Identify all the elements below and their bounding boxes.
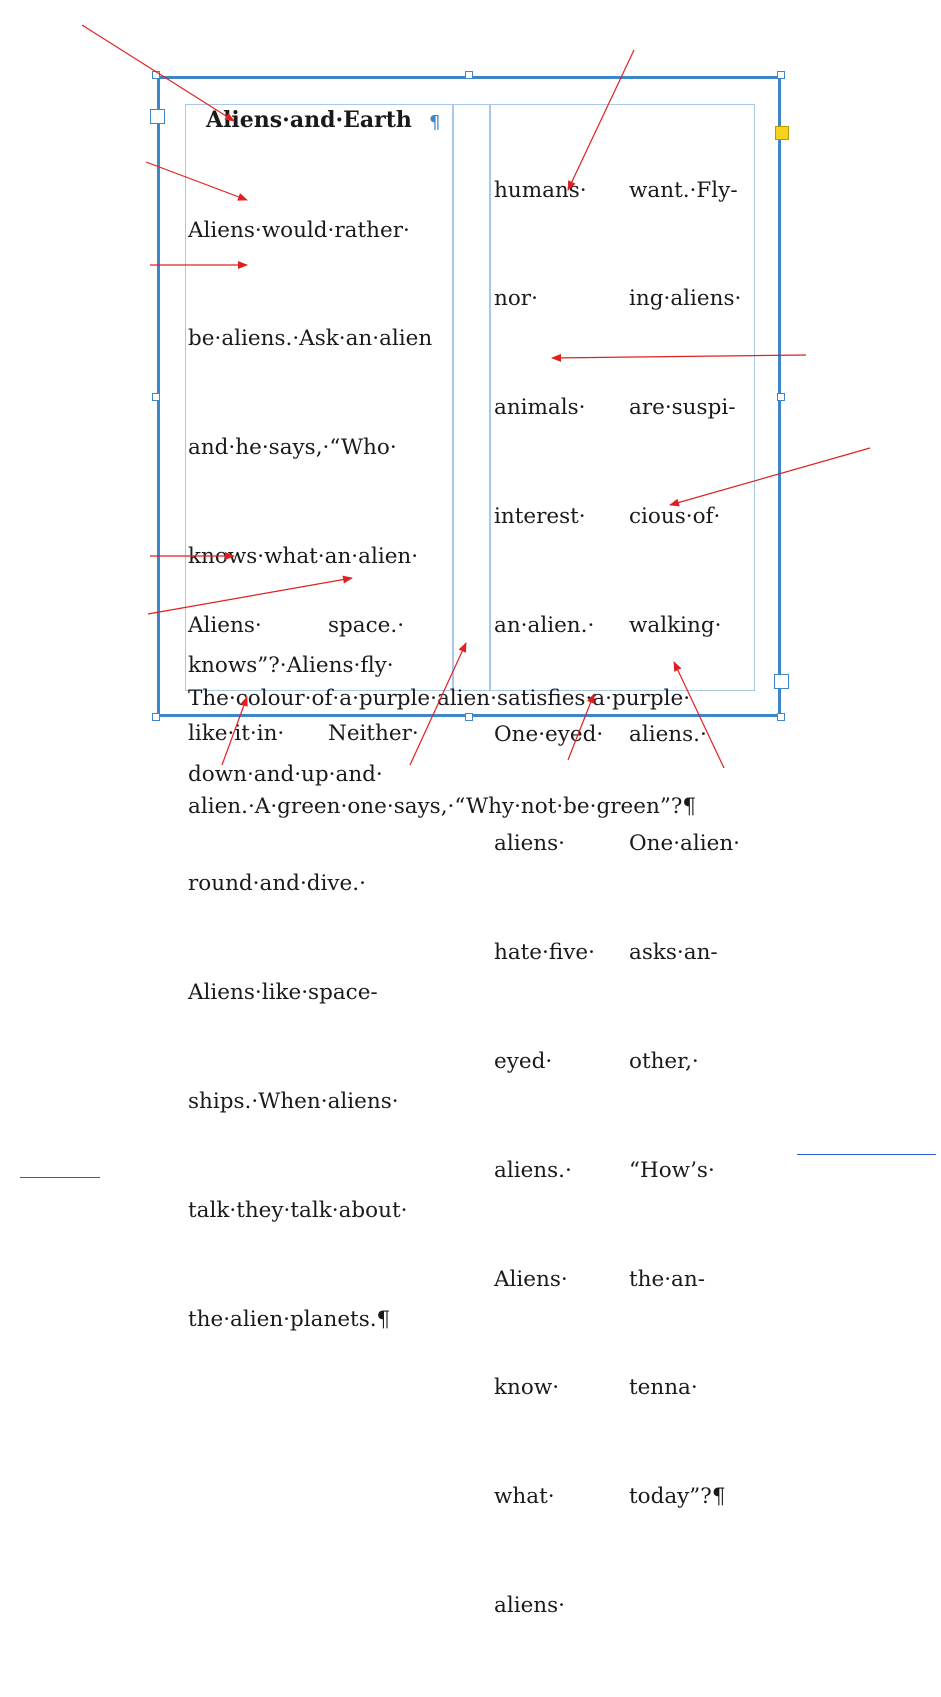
callout-arrow bbox=[568, 694, 594, 760]
text-line: aliens· bbox=[494, 1593, 566, 1619]
heading-aliens-and-earth: Aliens·and·Earth bbox=[206, 107, 412, 133]
text-line: an·alien.· bbox=[494, 613, 595, 639]
text-line: hate·five· bbox=[494, 939, 595, 965]
text-line: One·eyed· bbox=[494, 722, 604, 748]
text-line: ing·aliens· bbox=[629, 286, 742, 312]
text-line: alien.·A·green·one·says,·“Why·not·be·green”?¶ bbox=[188, 794, 697, 820]
text-line: ships.·When·aliens· bbox=[188, 1088, 399, 1114]
text-line: and·he·says,·“Who· bbox=[188, 435, 397, 461]
text-line: the·an- bbox=[629, 1266, 705, 1292]
text-line: space.· bbox=[328, 612, 405, 638]
text-line: walking· bbox=[629, 613, 722, 639]
text-line: asks·an- bbox=[629, 939, 718, 965]
text-line: knows·what·an·alien· bbox=[188, 544, 419, 570]
link-underline[interactable] bbox=[20, 1177, 100, 1178]
text-line: Aliens·like·space- bbox=[188, 979, 378, 1005]
text-line: like·it·in· bbox=[188, 721, 285, 747]
text-line: want.·Fly- bbox=[629, 177, 738, 203]
text-line: The·colour·of·a·purple·alien·satisfies·a·purple· bbox=[188, 685, 691, 711]
text-line: know· bbox=[494, 1375, 560, 1401]
text-line: down·and·up·and· bbox=[188, 762, 383, 788]
text-line: animals· bbox=[494, 395, 586, 421]
text-line: the·alien·planets.¶ bbox=[188, 1306, 391, 1332]
callout-arrow bbox=[222, 697, 247, 765]
text-line: what· bbox=[494, 1484, 555, 1510]
text-line: cious·of· bbox=[629, 504, 721, 530]
callout-arrow bbox=[410, 643, 466, 765]
text-line: eyed· bbox=[494, 1048, 553, 1074]
text-line: aliens.· bbox=[494, 1157, 572, 1183]
callout-arrow bbox=[674, 662, 724, 768]
text-line: nor· bbox=[494, 286, 538, 312]
text-line: talk·they·talk·about· bbox=[188, 1197, 408, 1223]
callout-arrow bbox=[670, 448, 870, 505]
text-line: humans· bbox=[494, 177, 587, 203]
text-line: today”?¶ bbox=[629, 1484, 726, 1510]
text-line: tenna· bbox=[629, 1375, 698, 1401]
callout-arrow bbox=[146, 162, 247, 200]
text-line: Aliens· bbox=[494, 1266, 568, 1292]
text-line: be·aliens.·Ask·an·alien bbox=[188, 326, 433, 352]
text-line: aliens.· bbox=[629, 722, 707, 748]
text-line: Neither· bbox=[328, 721, 419, 747]
text-line: interest· bbox=[494, 504, 586, 530]
text-line: Aliens· bbox=[188, 612, 262, 638]
text-line: other,· bbox=[629, 1048, 699, 1074]
text-line: round·and·dive.· bbox=[188, 870, 366, 896]
callout-arrow bbox=[82, 25, 234, 121]
pilcrow-icon: ¶ bbox=[429, 112, 441, 133]
text-line: Aliens·would·rather· bbox=[188, 217, 410, 243]
callout-arrow bbox=[568, 50, 634, 190]
callout-arrow bbox=[148, 578, 352, 614]
text-line: One·alien· bbox=[629, 830, 741, 856]
text-line: knows”?·Aliens·fly· bbox=[188, 653, 394, 679]
callout-arrow bbox=[552, 355, 806, 358]
text-line: are·suspi- bbox=[629, 395, 736, 421]
text-line: aliens· bbox=[494, 830, 566, 856]
text-line: “How’s· bbox=[629, 1157, 715, 1183]
link-underline[interactable] bbox=[797, 1154, 936, 1155]
